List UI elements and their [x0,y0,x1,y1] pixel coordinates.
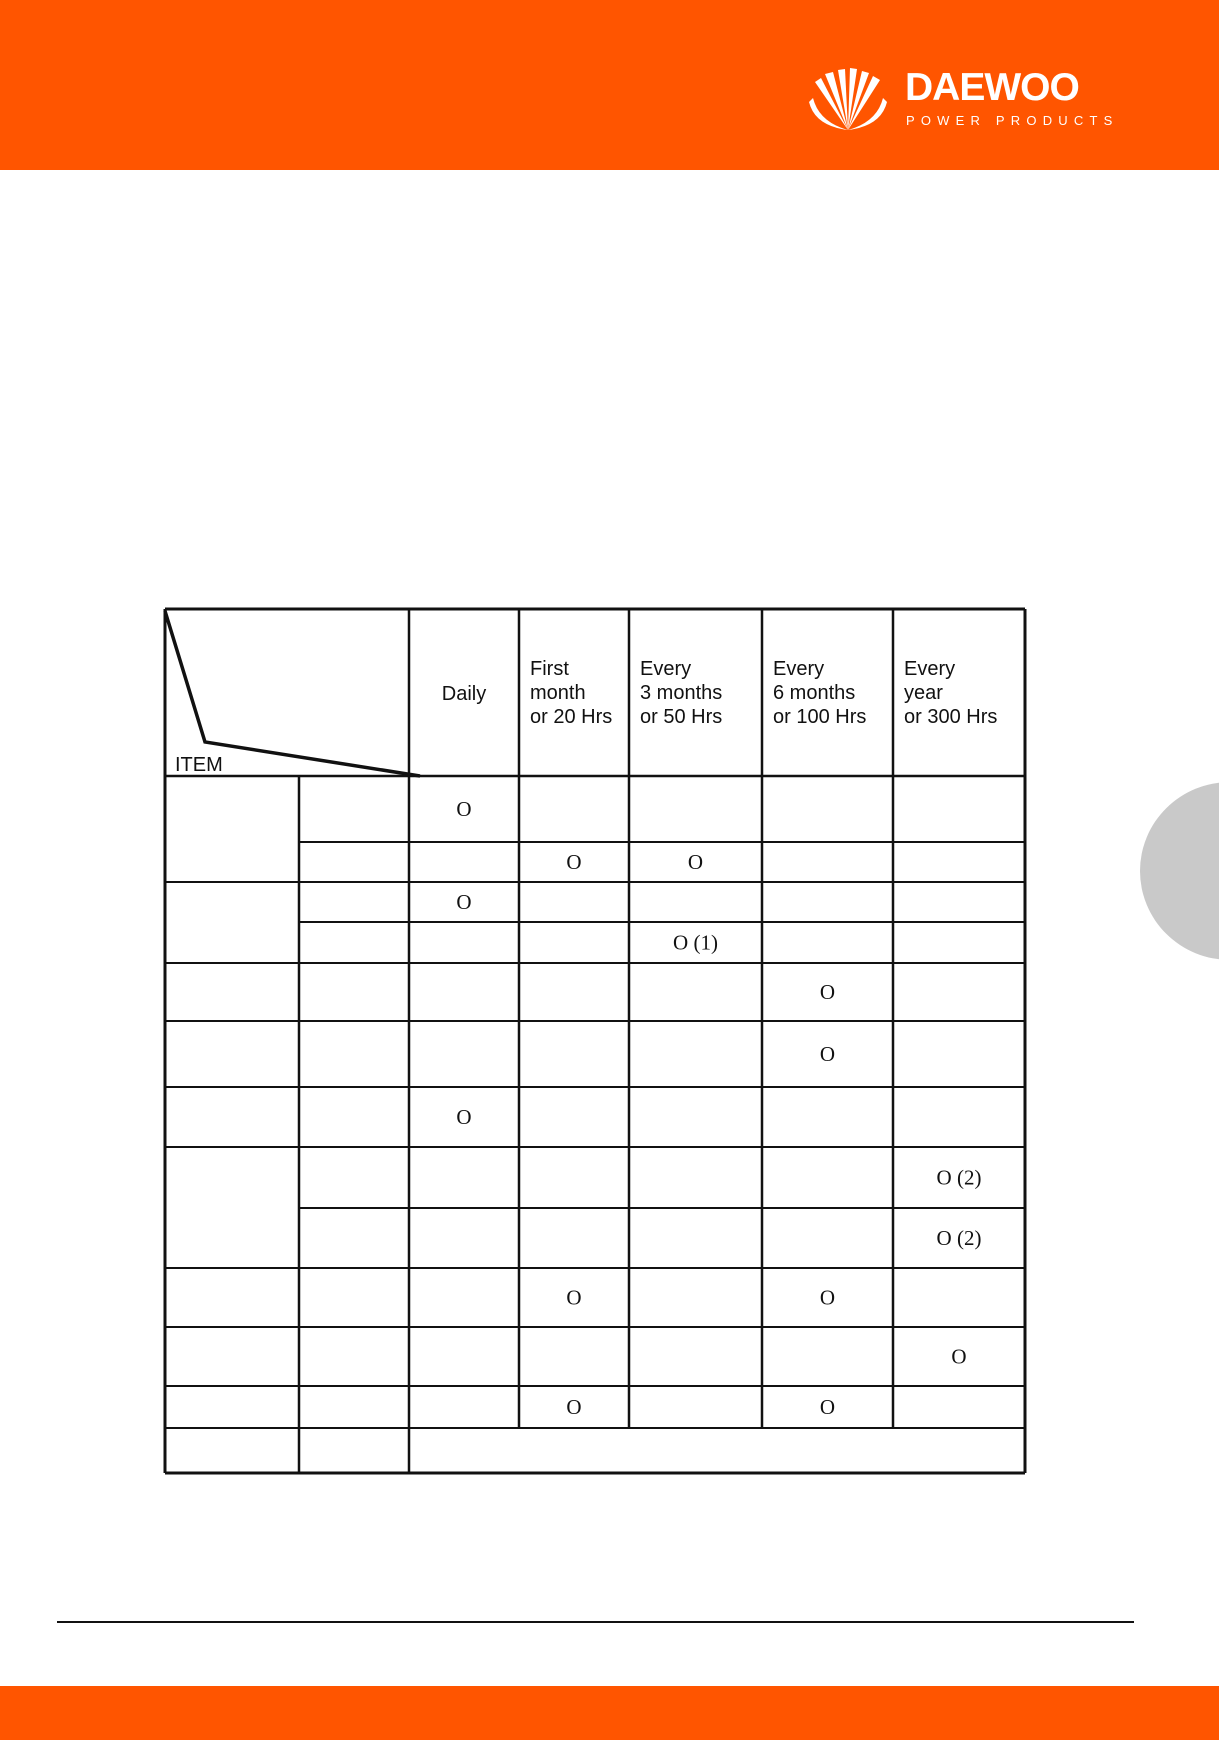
period-header-label: or 20 Hrs [530,706,613,728]
period-header-label: 6 months [773,682,856,704]
schedule-mark: O [566,1285,582,1310]
corner-diagonal [165,611,420,776]
period-header-label: Every [904,658,956,680]
period-header-label: or 100 Hrs [773,706,867,728]
schedule-mark: O [566,1395,582,1419]
period-header-label: Every [773,658,825,680]
schedule-mark: O (2) [936,1226,982,1250]
footer-rule [57,1621,1134,1623]
period-header-label: month [530,682,586,704]
schedule-mark: O [687,850,704,874]
schedule-mark: O (2) [936,1165,982,1190]
schedule-mark: O [566,850,582,874]
period-header-label: 3 months [640,682,723,704]
period-header-label: year [904,682,943,704]
brand-name: DAEWOO [905,66,1079,109]
period-header-label: Every [640,658,692,680]
schedule-mark: O [951,1344,967,1369]
schedule-mark: O [819,1285,836,1310]
schedule-mark: O (1) [673,930,718,955]
schedule-mark: O [456,797,472,821]
period-header-label: Daily [441,683,487,705]
schedule-mark: O [819,1042,836,1066]
schedule-mark: O [456,890,472,914]
corner-item-label: ITEM [175,754,223,776]
schedule-mark: O [456,1105,472,1129]
period-header-label: or 300 Hrs [904,706,998,728]
schedule-mark: O [819,980,836,1004]
schedule-mark: O [819,1395,836,1419]
footer-band [0,1686,1219,1740]
brand-subtitle: POWER PRODUCTS [906,113,1119,128]
period-header-label: First [530,658,569,680]
period-header-label: or 50 Hrs [640,706,723,728]
